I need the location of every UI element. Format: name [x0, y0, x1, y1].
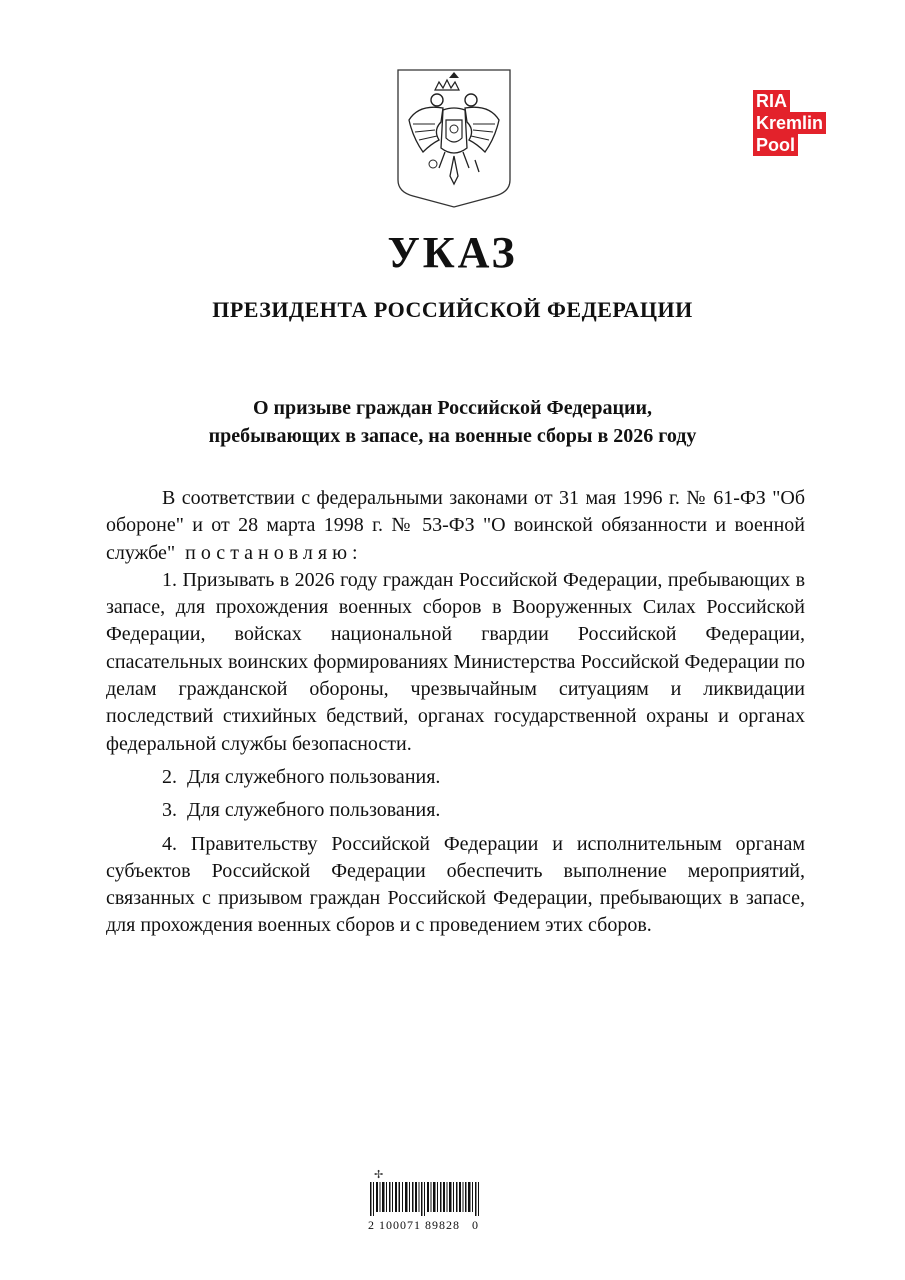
clause-number: 2.	[162, 765, 177, 788]
document-title: УКАЗ	[387, 228, 518, 277]
watermark-line: Kremlin	[753, 112, 826, 134]
clause-2	[106, 764, 805, 791]
clause-number: 3.	[162, 799, 177, 822]
preamble-text: В соответствии с федеральными законами от 31 мая 1996 г. № 61-ФЗ "Об обороне" и от 28 марта 1998 г. № 53-ФЗ "О воинской обязанности и военной службе"	[106, 487, 805, 564]
watermark-line: Pool	[753, 134, 798, 156]
document-subtitle: ПРЕЗИДЕНТА РОССИЙСКОЙ ФЕДЕРАЦИИ	[212, 297, 693, 322]
decree-heading	[100, 394, 805, 450]
ria-kremlin-pool-watermark	[753, 90, 843, 166]
decree-heading-line: пребывающих в запасе, на военные сборы в 2026 году	[208, 425, 697, 447]
clause-text: Правительству Российской Федерации и исполнительным органам субъектов Российской Федерации обеспечить выполнение мероприятий, связанных с призывом граждан Российской Федерации, пребывающих в запасе, для прохождения военных сборов и с проведением этих сборов.	[106, 832, 806, 937]
decree-body	[106, 485, 805, 940]
clause-number: 4.	[162, 832, 177, 855]
barcode-digits: 2 100071 89828 0	[368, 1218, 479, 1232]
decree-word: постановляю:	[185, 541, 363, 564]
barcode	[360, 1168, 490, 1236]
clause-1	[106, 567, 805, 758]
decree-heading-line: О призыве граждан Российской Федерации,	[252, 397, 653, 419]
clause-4	[106, 831, 805, 940]
watermark-line: RIA	[753, 90, 790, 112]
coat-of-arms-emblem	[395, 68, 513, 208]
clause-text: Призывать в 2026 году граждан Российской Федерации, пребывающих в запасе, для прохождения военных сборов в Вооруженных Силах Российской Федерации, войсках национальной гвардии Российской Федерации, спасательных воинских формированиях Министерства Российской Федерации по делам гражданской обороны, чрезвычайным ситуациям и ликвидации последствий стихийных бедствий, органах государственной охраны и органах федеральной службы безопасности.	[106, 568, 806, 755]
preamble-paragraph	[106, 485, 805, 567]
signature-mark-icon: ✢	[374, 1169, 384, 1181]
clause-text: Для служебного пользования.	[187, 765, 441, 788]
clause-text: Для служебного пользования.	[187, 799, 441, 822]
clause-3	[106, 797, 805, 824]
clause-number: 1.	[162, 568, 177, 591]
barcode-bars	[370, 1182, 482, 1216]
